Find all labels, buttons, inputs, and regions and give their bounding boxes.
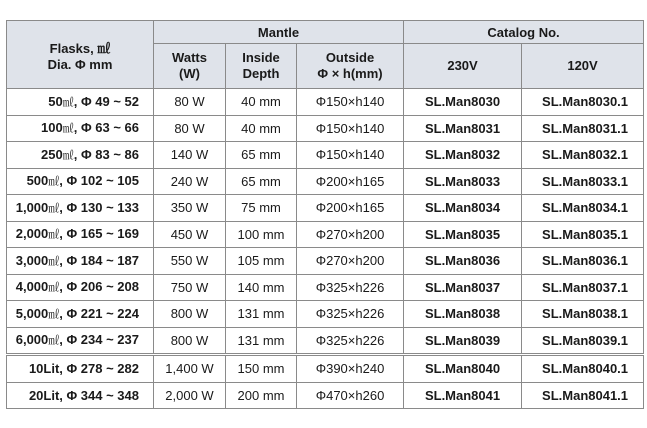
catalog-120v-cell: SL.Man8039.1 xyxy=(522,327,644,355)
inside-depth-line1: Inside xyxy=(242,50,280,65)
catalog-120v-cell: SL.Man8030.1 xyxy=(522,89,644,116)
depth-cell: 131 mm xyxy=(226,301,297,328)
catalog-230v-cell: SL.Man8030 xyxy=(404,89,522,116)
flask-volume: 2,000 xyxy=(15,226,49,242)
flask-diameter: Φ 130 ~ 133 xyxy=(66,199,139,215)
flask-diameter: Φ 278 ~ 282 xyxy=(66,361,139,377)
table-row xyxy=(7,221,644,248)
mantle-header: Mantle xyxy=(154,21,404,44)
flask-unit: ㎖ xyxy=(48,335,60,348)
flask-sep: , xyxy=(59,387,67,403)
watts-cell: 80 W xyxy=(154,115,226,142)
catalog-230v-cell: SL.Man8031 xyxy=(404,115,522,142)
flask-unit: ㎖ xyxy=(48,229,60,242)
outside-cell: Φ200×h165 xyxy=(297,168,404,195)
flask-sep: , xyxy=(73,120,81,136)
watts-cell: 80 W xyxy=(154,89,226,116)
watts-cell: 350 W xyxy=(154,195,226,222)
catalog-230v-cell: SL.Man8037 xyxy=(404,274,522,301)
outside-cell: Φ325×h226 xyxy=(297,327,404,355)
flask-unit: ㎖ xyxy=(48,176,60,189)
flask-volume: 5,000 xyxy=(15,305,49,321)
depth-cell: 100 mm xyxy=(226,221,297,248)
flask-diameter: Φ 83 ~ 86 xyxy=(80,146,139,162)
catalog-230v-cell: SL.Man8032 xyxy=(404,142,522,169)
table-row xyxy=(7,115,644,142)
flasks-header-line1: Flasks, ㎖ xyxy=(49,40,111,56)
flask-unit: ㎖ xyxy=(62,123,74,136)
outside-cell: Φ270×h200 xyxy=(297,221,404,248)
depth-cell: 140 mm xyxy=(226,274,297,301)
mantle-spec-table xyxy=(6,20,644,409)
outside-cell: Φ325×h226 xyxy=(297,274,404,301)
flask-unit: ㎖ xyxy=(48,308,60,321)
flask-sep: , xyxy=(59,226,67,242)
flask-sep: , xyxy=(73,93,81,109)
depth-cell: 40 mm xyxy=(226,115,297,142)
watts-header-line2: (W) xyxy=(179,66,200,81)
flasks-header xyxy=(7,21,154,89)
flask-diameter: Φ 49 ~ 52 xyxy=(80,93,139,109)
flask-volume: 3,000 xyxy=(15,252,49,268)
v230-header: 230V xyxy=(404,44,522,89)
flask-volume: 10Lit xyxy=(28,361,60,377)
catalog-120v-cell: SL.Man8032.1 xyxy=(522,142,644,169)
flask-volume: 50 xyxy=(48,93,63,109)
flask-unit: ㎖ xyxy=(62,149,74,162)
table-row xyxy=(7,382,644,409)
outside-cell: Φ390×h240 xyxy=(297,355,404,383)
watts-cell: 750 W xyxy=(154,274,226,301)
flask-size-cell xyxy=(7,195,154,222)
watts-cell: 240 W xyxy=(154,168,226,195)
flask-volume: 20Lit xyxy=(28,387,60,403)
v120-header: 120V xyxy=(522,44,644,89)
flask-diameter: Φ 344 ~ 348 xyxy=(66,387,139,403)
table-row xyxy=(7,195,644,222)
table-row xyxy=(7,89,644,116)
flask-size-cell xyxy=(7,248,154,275)
flask-diameter: Φ 221 ~ 224 xyxy=(66,305,139,321)
outside-cell: Φ270×h200 xyxy=(297,248,404,275)
flask-size-cell xyxy=(7,89,154,116)
watts-cell: 450 W xyxy=(154,221,226,248)
depth-cell: 200 mm xyxy=(226,382,297,409)
flask-unit: ㎖ xyxy=(48,255,60,268)
table-row xyxy=(7,274,644,301)
depth-cell: 65 mm xyxy=(226,142,297,169)
catalog-header: Catalog No. xyxy=(404,21,644,44)
depth-cell: 150 mm xyxy=(226,355,297,383)
flask-size-cell xyxy=(7,382,154,409)
flask-size-cell xyxy=(7,221,154,248)
outside-cell: Φ150×h140 xyxy=(297,142,404,169)
outside-cell: Φ200×h165 xyxy=(297,195,404,222)
flask-size-cell xyxy=(7,327,154,355)
outside-cell: Φ150×h140 xyxy=(297,89,404,116)
flask-volume: 4,000 xyxy=(15,279,49,295)
flask-unit: ㎖ xyxy=(62,96,74,109)
depth-cell: 105 mm xyxy=(226,248,297,275)
watts-cell: 1,400 W xyxy=(154,355,226,383)
table-row xyxy=(7,142,644,169)
flask-size-cell xyxy=(7,168,154,195)
flask-sep: , xyxy=(59,305,67,321)
flask-diameter: Φ 102 ~ 105 xyxy=(66,173,139,189)
flask-diameter: Φ 234 ~ 237 xyxy=(66,332,139,348)
table-row xyxy=(7,355,644,383)
inside-depth-header xyxy=(226,44,297,89)
flask-sep: , xyxy=(59,332,67,348)
watts-header-line1: Watts xyxy=(172,50,207,65)
depth-cell: 131 mm xyxy=(226,327,297,355)
catalog-120v-cell: SL.Man8031.1 xyxy=(522,115,644,142)
flask-sep: , xyxy=(59,252,67,268)
flask-unit: ㎖ xyxy=(48,202,60,215)
catalog-230v-cell: SL.Man8039 xyxy=(404,327,522,355)
watts-cell: 2,000 W xyxy=(154,382,226,409)
flask-size-cell xyxy=(7,355,154,383)
flask-diameter: Φ 63 ~ 66 xyxy=(80,120,139,136)
flask-volume: 500 xyxy=(26,173,49,189)
inside-depth-line2: Depth xyxy=(242,66,280,81)
flask-sep: , xyxy=(59,361,67,377)
catalog-120v-cell: SL.Man8036.1 xyxy=(522,248,644,275)
catalog-120v-cell: SL.Man8038.1 xyxy=(522,301,644,328)
depth-cell: 75 mm xyxy=(226,195,297,222)
watts-header xyxy=(154,44,226,89)
flask-size-cell xyxy=(7,142,154,169)
flask-volume: 250 xyxy=(41,146,63,162)
flask-sep: , xyxy=(59,173,67,189)
watts-cell: 140 W xyxy=(154,142,226,169)
catalog-230v-cell: SL.Man8040 xyxy=(404,355,522,383)
catalog-120v-cell: SL.Man8035.1 xyxy=(522,221,644,248)
outside-cell: Φ325×h226 xyxy=(297,301,404,328)
catalog-230v-cell: SL.Man8036 xyxy=(404,248,522,275)
watts-cell: 800 W xyxy=(154,301,226,328)
catalog-230v-cell: SL.Man8034 xyxy=(404,195,522,222)
table-row xyxy=(7,327,644,355)
outside-line2: Φ × h(mm) xyxy=(317,66,383,81)
outside-cell: Φ470×h260 xyxy=(297,382,404,409)
table-row xyxy=(7,301,644,328)
flask-volume: 1,000 xyxy=(15,199,49,215)
flask-unit: ㎖ xyxy=(48,282,60,295)
flasks-header-line2: Dia. Φ mm xyxy=(47,56,113,72)
watts-cell: 550 W xyxy=(154,248,226,275)
catalog-230v-cell: SL.Man8035 xyxy=(404,221,522,248)
catalog-230v-cell: SL.Man8038 xyxy=(404,301,522,328)
catalog-120v-cell: SL.Man8040.1 xyxy=(522,355,644,383)
watts-cell: 800 W xyxy=(154,327,226,355)
flask-sep: , xyxy=(59,199,67,215)
flask-size-cell xyxy=(7,115,154,142)
flask-volume: 6,000 xyxy=(15,332,49,348)
flask-size-cell xyxy=(7,274,154,301)
flask-size-cell xyxy=(7,301,154,328)
flask-sep: , xyxy=(73,146,81,162)
outside-cell: Φ150×h140 xyxy=(297,115,404,142)
table-row xyxy=(7,168,644,195)
outside-line1: Outside xyxy=(325,50,375,65)
catalog-120v-cell: SL.Man8037.1 xyxy=(522,274,644,301)
flask-diameter: Φ 165 ~ 169 xyxy=(66,226,139,242)
flask-diameter: Φ 206 ~ 208 xyxy=(66,279,139,295)
catalog-230v-cell: SL.Man8041 xyxy=(404,382,522,409)
depth-cell: 40 mm xyxy=(226,89,297,116)
outside-header xyxy=(297,44,404,89)
catalog-120v-cell: SL.Man8034.1 xyxy=(522,195,644,222)
table-row xyxy=(7,248,644,275)
catalog-120v-cell: SL.Man8033.1 xyxy=(522,168,644,195)
flask-diameter: Φ 184 ~ 187 xyxy=(66,252,139,268)
flask-volume: 100 xyxy=(41,120,63,136)
flask-sep: , xyxy=(59,279,67,295)
catalog-120v-cell: SL.Man8041.1 xyxy=(522,382,644,409)
catalog-230v-cell: SL.Man8033 xyxy=(404,168,522,195)
depth-cell: 65 mm xyxy=(226,168,297,195)
